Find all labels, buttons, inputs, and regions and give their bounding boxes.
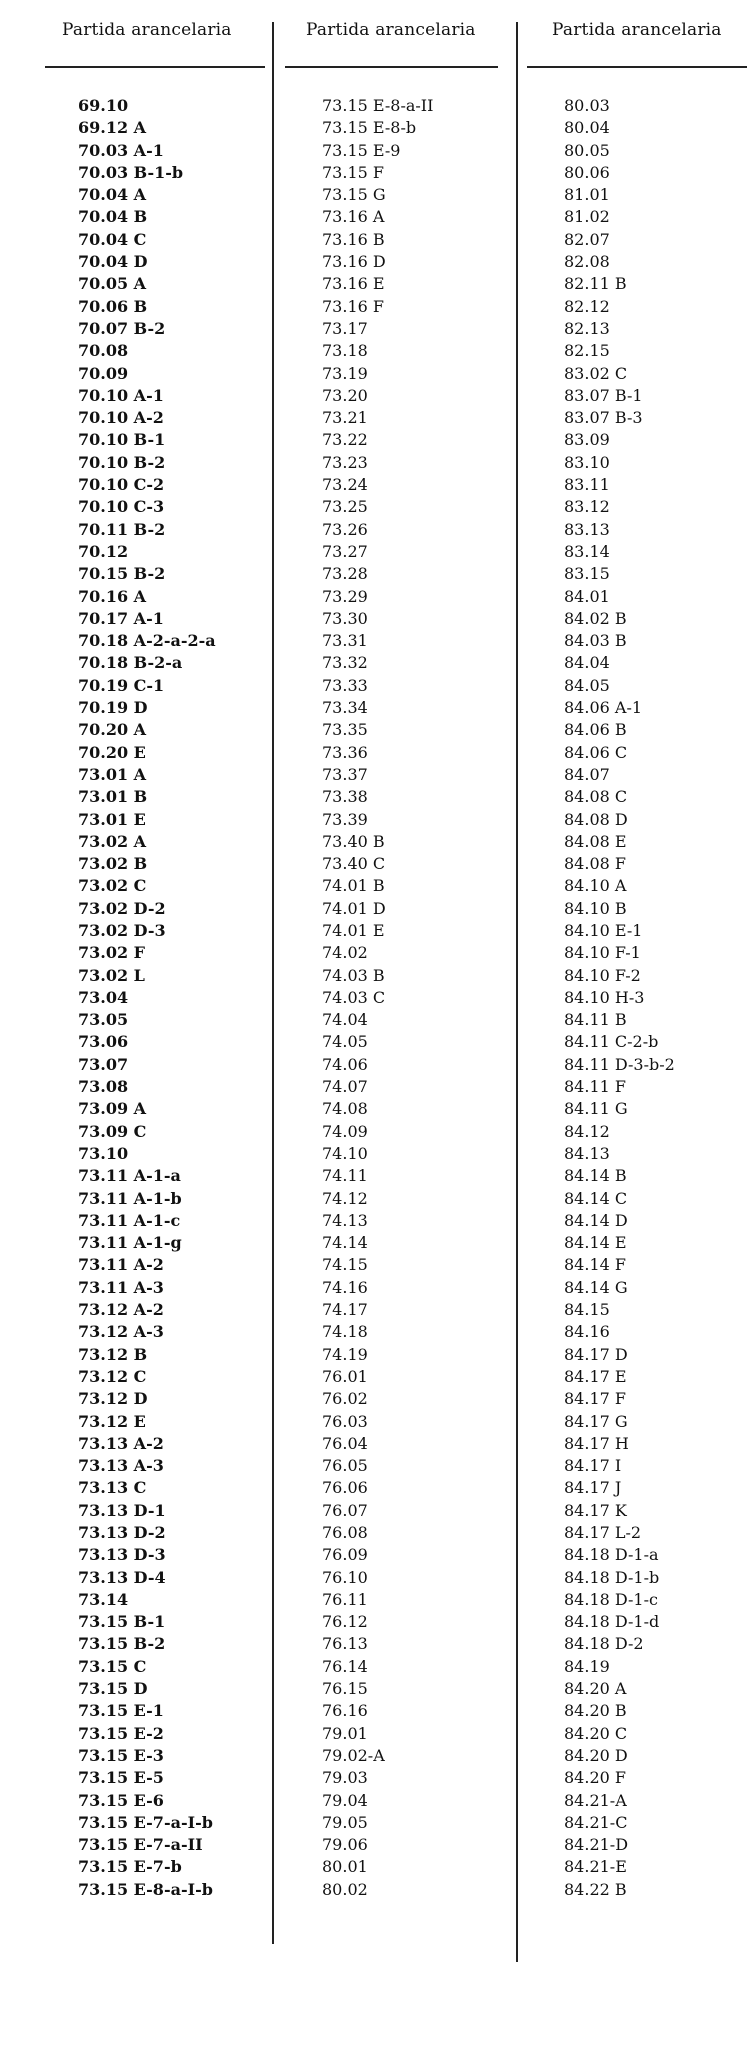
tariff-entry: 73.01 E <box>78 809 146 829</box>
tariff-entry: 83.10 <box>564 452 610 472</box>
tariff-entry: 74.07 <box>322 1077 368 1097</box>
tariff-entry: 73.24 <box>322 475 368 495</box>
tariff-entry: 73.32 <box>322 653 368 673</box>
tariff-entry: 73.15 E-1 <box>78 1701 164 1721</box>
tariff-entry: 70.04 A <box>78 185 147 205</box>
tariff-entry: 70.16 A <box>78 586 147 606</box>
tariff-entry: 73.34 <box>322 698 368 718</box>
tariff-entry: 70.18 A-2-a-2-a <box>78 631 216 651</box>
tariff-entry: 84.16 <box>564 1322 610 1342</box>
tariff-entry: 70.18 B-2-a <box>78 653 183 673</box>
tariff-entry: 82.12 <box>564 296 610 316</box>
tariff-entry: 73.15 E-7-a-II <box>78 1835 203 1855</box>
tariff-entry: 74.04 <box>322 1010 368 1030</box>
tariff-entry: 73.15 E-6 <box>78 1790 164 1810</box>
tariff-entry: 84.17 I <box>564 1456 622 1476</box>
tariff-entry: 79.04 <box>322 1790 368 1810</box>
tariff-entry: 70.11 B-2 <box>78 519 166 539</box>
tariff-entry: 70.03 A-1 <box>78 140 164 160</box>
tariff-entry: 70.10 C-2 <box>78 475 165 495</box>
tariff-entry: 84.22 B <box>564 1879 627 1899</box>
tariff-entry: 73.15 E-7-a-I-b <box>78 1812 213 1832</box>
tariff-entry: 74.01 B <box>322 876 385 896</box>
tariff-entry: 73.04 <box>78 987 129 1007</box>
tariff-entry: 79.05 <box>322 1812 368 1832</box>
tariff-entry: 74.12 <box>322 1188 368 1208</box>
tariff-entry: 84.21-E <box>564 1857 627 1877</box>
tariff-entry: 84.02 B <box>564 608 627 628</box>
tariff-entry: 84.06 C <box>564 742 628 762</box>
tariff-entry: 73.13 C <box>78 1478 147 1498</box>
tariff-entry: 84.14 C <box>564 1188 628 1208</box>
tariff-entry: 73.05 <box>78 1010 129 1030</box>
tariff-entry: 70.10 A-2 <box>78 408 164 428</box>
tariff-entry: 73.12 D <box>78 1389 148 1409</box>
tariff-entry: 73.33 <box>322 675 368 695</box>
tariff-entry: 70.04 D <box>78 252 148 272</box>
tariff-entry: 84.05 <box>564 675 610 695</box>
tariff-entry: 84.14 E <box>564 1233 627 1253</box>
tariff-entry: 84.17 L-2 <box>564 1523 642 1542</box>
tariff-entry: 82.15 <box>564 341 610 361</box>
tariff-entry: 74.03 C <box>322 987 386 1007</box>
tariff-entry: 73.07 <box>78 1054 129 1074</box>
tariff-entry: 73.13 D-3 <box>78 1545 166 1565</box>
tariff-entry: 70.19 D <box>78 698 148 718</box>
tariff-entry: 73.11 A-1-c <box>78 1210 181 1230</box>
tariff-entry: 73.39 <box>322 809 368 829</box>
tariff-entry: 84.17 F <box>564 1389 626 1409</box>
tariff-entry: 83.07 B-1 <box>564 385 643 405</box>
tariff-entry: 73.16 E <box>322 274 385 294</box>
tariff-entry: 70.07 B-2 <box>78 318 166 338</box>
column-divider-2 <box>516 22 518 1962</box>
tariff-entry: 84.11 D-3-b-2 <box>564 1054 675 1074</box>
tariff-entry: 84.10 A <box>564 876 627 896</box>
tariff-entry: 73.02 F <box>78 943 146 963</box>
tariff-entry: 73.11 A-1-b <box>78 1188 182 1208</box>
tariff-entry: 73.02 B <box>78 854 148 874</box>
tariff-entry: 84.15 <box>564 1300 610 1320</box>
tariff-entry: 69.12 A <box>78 118 147 138</box>
header-rule-1 <box>45 66 265 68</box>
tariff-entry: 73.12 A-3 <box>78 1322 164 1342</box>
tariff-entry: 73.11 A-2 <box>78 1255 164 1275</box>
tariff-entry: 84.14 G <box>564 1277 628 1297</box>
tariff-entry: 73.16 D <box>322 252 386 272</box>
header-rule-3 <box>527 66 747 68</box>
tariff-entry: 84.11 C-2-b <box>564 1032 659 1052</box>
tariff-entry: 84.12 <box>564 1121 610 1141</box>
tariff-entry: 74.16 <box>322 1277 368 1297</box>
tariff-entry: 84.17 K <box>564 1500 627 1520</box>
tariff-entry: 73.15 E-8-a-II <box>322 96 434 115</box>
tariff-entry: 76.02 <box>322 1389 368 1409</box>
tariff-entry: 73.27 <box>322 541 368 561</box>
tariff-entry: 73.10 <box>78 1143 129 1163</box>
tariff-entry: 84.17 D <box>564 1344 628 1364</box>
tariff-entry: 74.01 D <box>322 898 386 918</box>
tariff-entry: 70.12 <box>78 541 129 561</box>
tariff-entry: 73.12 C <box>78 1366 147 1386</box>
tariff-entry: 76.15 <box>322 1679 368 1699</box>
tariff-entry: 73.15 E-7-b <box>78 1857 182 1877</box>
header-rule-2 <box>285 66 498 68</box>
tariff-entry: 84.03 B <box>564 631 627 651</box>
tariff-entry: 73.15 B-1 <box>78 1612 166 1632</box>
tariff-entry: 74.14 <box>322 1233 368 1253</box>
tariff-entry: 74.17 <box>322 1300 368 1320</box>
tariff-entry: 84.21-A <box>564 1790 627 1810</box>
tariff-entry: 76.09 <box>322 1545 368 1565</box>
tariff-entry: 74.10 <box>322 1143 368 1163</box>
tariff-entry: 84.08 C <box>564 787 628 807</box>
tariff-entry: 73.26 <box>322 519 368 539</box>
tariff-entry: 73.09 C <box>78 1121 147 1141</box>
tariff-entry: 83.11 <box>564 475 610 495</box>
tariff-entry: 84.18 D-1-a <box>564 1545 659 1565</box>
tariff-entry: 84.20 D <box>564 1745 628 1765</box>
tariff-entry: 83.07 B-3 <box>564 408 643 428</box>
column-header-3: Partida arancelaria <box>552 20 722 40</box>
tariff-entry: 80.01 <box>322 1857 368 1877</box>
tariff-entry: 83.02 C <box>564 363 628 383</box>
tariff-entry: 73.37 <box>322 764 368 784</box>
tariff-entry: 73.19 <box>322 363 368 383</box>
tariff-entry: 73.40 B <box>322 831 385 851</box>
tariff-entry: 81.01 <box>564 185 610 205</box>
tariff-entry: 73.09 A <box>78 1099 147 1119</box>
tariff-entry: 73.15 E-2 <box>78 1723 164 1743</box>
tariff-entry: 74.08 <box>322 1099 368 1119</box>
tariff-entry: 73.23 <box>322 452 368 472</box>
tariff-entry: 70.09 <box>78 363 129 383</box>
tariff-entry: 73.13 D-2 <box>78 1523 166 1542</box>
tariff-entry: 73.11 A-3 <box>78 1277 164 1297</box>
tariff-entry: 70.05 A <box>78 274 147 294</box>
tariff-entry: 73.20 <box>322 385 368 405</box>
tariff-entry: 83.14 <box>564 541 610 561</box>
tariff-entry: 83.13 <box>564 519 610 539</box>
tariff-entry: 74.15 <box>322 1255 368 1275</box>
tariff-entry: 84.20 C <box>564 1723 628 1743</box>
tariff-entry: 73.38 <box>322 787 368 807</box>
tariff-entry: 73.28 <box>322 564 368 584</box>
tariff-entry: 84.18 D-1-b <box>564 1567 660 1587</box>
tariff-entry: 76.10 <box>322 1567 368 1587</box>
tariff-entry: 73.12 E <box>78 1411 146 1431</box>
tariff-entry: 84.13 <box>564 1143 610 1163</box>
tariff-entry: 80.02 <box>322 1879 368 1899</box>
tariff-entry: 84.01 <box>564 586 610 606</box>
tariff-entry: 73.11 A-1-a <box>78 1166 181 1186</box>
tariff-entry: 73.18 <box>322 341 368 361</box>
tariff-entry: 84.10 F-2 <box>564 965 641 985</box>
tariff-entry: 70.17 A-1 <box>78 608 164 628</box>
tariff-entry: 81.02 <box>564 207 610 227</box>
tariff-entry: 84.10 F-1 <box>564 943 641 963</box>
tariff-entry: 73.15 D <box>78 1679 148 1699</box>
tariff-entry: 73.16 F <box>322 296 384 316</box>
tariff-entry: 84.10 B <box>564 898 627 918</box>
tariff-entry: 70.04 C <box>78 229 147 249</box>
tariff-entry: 76.16 <box>322 1701 368 1721</box>
tariff-entry: 69.10 <box>78 96 129 115</box>
tariff-entry: 80.06 <box>564 162 610 182</box>
tariff-entry: 73.13 D-1 <box>78 1500 166 1520</box>
tariff-entry: 73.15 E-9 <box>322 140 401 160</box>
tariff-entry: 73.02 A <box>78 831 147 851</box>
tariff-entry: 76.03 <box>322 1411 368 1431</box>
tariff-entry: 84.19 <box>564 1656 610 1676</box>
tariff-entry: 84.11 G <box>564 1099 628 1119</box>
column-3 <box>564 95 675 1901</box>
tariff-entry: 73.40 C <box>322 854 386 874</box>
tariff-entry: 76.04 <box>322 1433 368 1453</box>
tariff-entry: 84.04 <box>564 653 610 673</box>
tariff-entry: 84.21-D <box>564 1835 629 1855</box>
tariff-entry: 70.20 A <box>78 720 147 740</box>
tariff-entry: 84.08 F <box>564 854 626 874</box>
tariff-entry: 82.11 B <box>564 274 627 294</box>
tariff-entry: 83.15 <box>564 564 610 584</box>
tariff-entry: 82.07 <box>564 229 610 249</box>
tariff-entry: 84.11 F <box>564 1077 626 1097</box>
tariff-entry: 79.01 <box>322 1723 368 1743</box>
tariff-entry: 73.21 <box>322 408 368 428</box>
tariff-entry: 83.09 <box>564 430 610 450</box>
tariff-entry: 82.13 <box>564 318 610 338</box>
tariff-entry: 80.04 <box>564 118 610 138</box>
tariff-entry: 84.21-C <box>564 1812 628 1832</box>
tariff-entry: 70.15 B-2 <box>78 564 166 584</box>
tariff-entry: 73.36 <box>322 742 368 762</box>
tariff-entry: 73.14 <box>78 1589 129 1609</box>
tariff-entry: 79.02-A <box>322 1745 385 1765</box>
tariff-entry: 73.25 <box>322 497 368 517</box>
tariff-entry: 74.09 <box>322 1121 368 1141</box>
tariff-entry: 84.17 J <box>564 1478 622 1498</box>
tariff-entry: 79.03 <box>322 1768 368 1788</box>
tariff-entry: 73.02 D-2 <box>78 898 166 918</box>
tariff-entry: 70.10 B-2 <box>78 452 166 472</box>
tariff-entry: 84.08 D <box>564 809 628 829</box>
tariff-entry: 73.08 <box>78 1077 129 1097</box>
tariff-entry: 74.03 B <box>322 965 385 985</box>
tariff-entry: 73.30 <box>322 608 368 628</box>
column-2 <box>322 95 433 1901</box>
tariff-entry: 84.20 F <box>564 1768 626 1788</box>
tariff-entry: 84.11 B <box>564 1010 627 1030</box>
tariff-entry: 79.06 <box>322 1835 368 1855</box>
tariff-entry: 73.15 E-8-a-I-b <box>78 1879 213 1899</box>
tariff-entry: 84.10 H-3 <box>564 987 645 1007</box>
tariff-entry: 73.02 D-3 <box>78 920 166 940</box>
tariff-entry: 73.13 A-3 <box>78 1456 164 1476</box>
tariff-entry: 70.10 C-3 <box>78 497 165 517</box>
tariff-entry: 74.13 <box>322 1210 368 1230</box>
tariff-entry: 76.14 <box>322 1656 368 1676</box>
tariff-entry: 73.15 E-8-b <box>322 118 417 138</box>
tariff-entry: 73.15 E-3 <box>78 1745 164 1765</box>
tariff-entry: 73.16 A <box>322 207 385 227</box>
tariff-entry: 74.01 E <box>322 920 385 940</box>
tariff-entry: 84.06 B <box>564 720 627 740</box>
tariff-entry: 73.16 B <box>322 229 385 249</box>
tariff-entry: 83.12 <box>564 497 610 517</box>
tariff-entry: 73.15 B-2 <box>78 1634 166 1654</box>
tariff-entry: 84.14 B <box>564 1166 627 1186</box>
tariff-entry: 73.06 <box>78 1032 129 1052</box>
tariff-entry: 84.18 D-1-d <box>564 1612 660 1632</box>
tariff-entry: 84.18 D-1-c <box>564 1589 658 1609</box>
tariff-entry: 70.10 A-1 <box>78 385 164 405</box>
tariff-entry: 82.08 <box>564 252 610 272</box>
tariff-entry: 73.15 E-5 <box>78 1768 164 1788</box>
tariff-entry: 70.10 B-1 <box>78 430 166 450</box>
tariff-entry: 74.02 <box>322 943 368 963</box>
tariff-entry: 84.10 E-1 <box>564 920 643 940</box>
tariff-entry: 76.07 <box>322 1500 368 1520</box>
tariff-entry: 73.22 <box>322 430 368 450</box>
tariff-entry: 84.06 A-1 <box>564 698 643 718</box>
tariff-entry: 74.19 <box>322 1344 368 1364</box>
tariff-entry: 73.12 B <box>78 1344 148 1364</box>
tariff-entry: 73.01 A <box>78 764 147 784</box>
tariff-entry: 76.08 <box>322 1523 368 1542</box>
tariff-entry: 84.20 A <box>564 1679 627 1699</box>
tariff-entry: 76.11 <box>322 1589 368 1609</box>
tariff-entry: 73.15 F <box>322 162 384 182</box>
tariff-entry: 84.07 <box>564 764 610 784</box>
tariff-entry: 73.13 D-4 <box>78 1567 166 1587</box>
tariff-entry: 76.06 <box>322 1478 368 1498</box>
tariff-entry: 80.03 <box>564 96 610 115</box>
tariff-entry: 80.05 <box>564 140 610 160</box>
tariff-entry: 84.18 D-2 <box>564 1634 644 1654</box>
tariff-entry: 76.12 <box>322 1612 368 1632</box>
tariff-entry: 73.12 A-2 <box>78 1300 164 1320</box>
tariff-entry: 73.02 L <box>78 965 145 985</box>
tariff-entry: 74.11 <box>322 1166 368 1186</box>
tariff-entry: 74.05 <box>322 1032 368 1052</box>
tariff-entry: 76.01 <box>322 1366 368 1386</box>
tariff-entry: 70.03 B-1-b <box>78 162 184 182</box>
tariff-entry: 84.17 E <box>564 1366 627 1386</box>
tariff-entry: 73.11 A-1-g <box>78 1233 182 1253</box>
tariff-entry: 84.08 E <box>564 831 627 851</box>
tariff-entry: 84.20 B <box>564 1701 627 1721</box>
tariff-entry: 84.17 H <box>564 1433 629 1453</box>
column-divider-1 <box>272 22 274 1944</box>
tariff-entry: 70.08 <box>78 341 129 361</box>
tariff-entry: 73.01 B <box>78 787 148 807</box>
column-header-2: Partida arancelaria <box>306 20 476 40</box>
tariff-entry: 74.18 <box>322 1322 368 1342</box>
tariff-entry: 76.13 <box>322 1634 368 1654</box>
tariff-entry: 76.05 <box>322 1456 368 1476</box>
tariff-entry: 84.17 G <box>564 1411 628 1431</box>
tariff-entry: 73.15 G <box>322 185 386 205</box>
tariff-entry: 73.13 A-2 <box>78 1433 164 1453</box>
tariff-entry: 70.04 B <box>78 207 148 227</box>
tariff-entry: 70.19 C-1 <box>78 675 165 695</box>
column-header-1: Partida arancelaria <box>62 20 232 40</box>
tariff-entry: 73.35 <box>322 720 368 740</box>
column-1 <box>78 95 216 1901</box>
tariff-entry: 74.06 <box>322 1054 368 1074</box>
tariff-entry: 84.14 F <box>564 1255 626 1275</box>
tariff-entry: 70.20 E <box>78 742 146 762</box>
tariff-entry: 84.14 D <box>564 1210 628 1230</box>
tariff-entry: 73.17 <box>322 318 368 338</box>
tariff-entry: 73.02 C <box>78 876 147 896</box>
tariff-entry: 73.15 C <box>78 1656 147 1676</box>
tariff-entry: 73.29 <box>322 586 368 606</box>
tariff-entry: 70.06 B <box>78 296 148 316</box>
tariff-entry: 73.31 <box>322 631 368 651</box>
